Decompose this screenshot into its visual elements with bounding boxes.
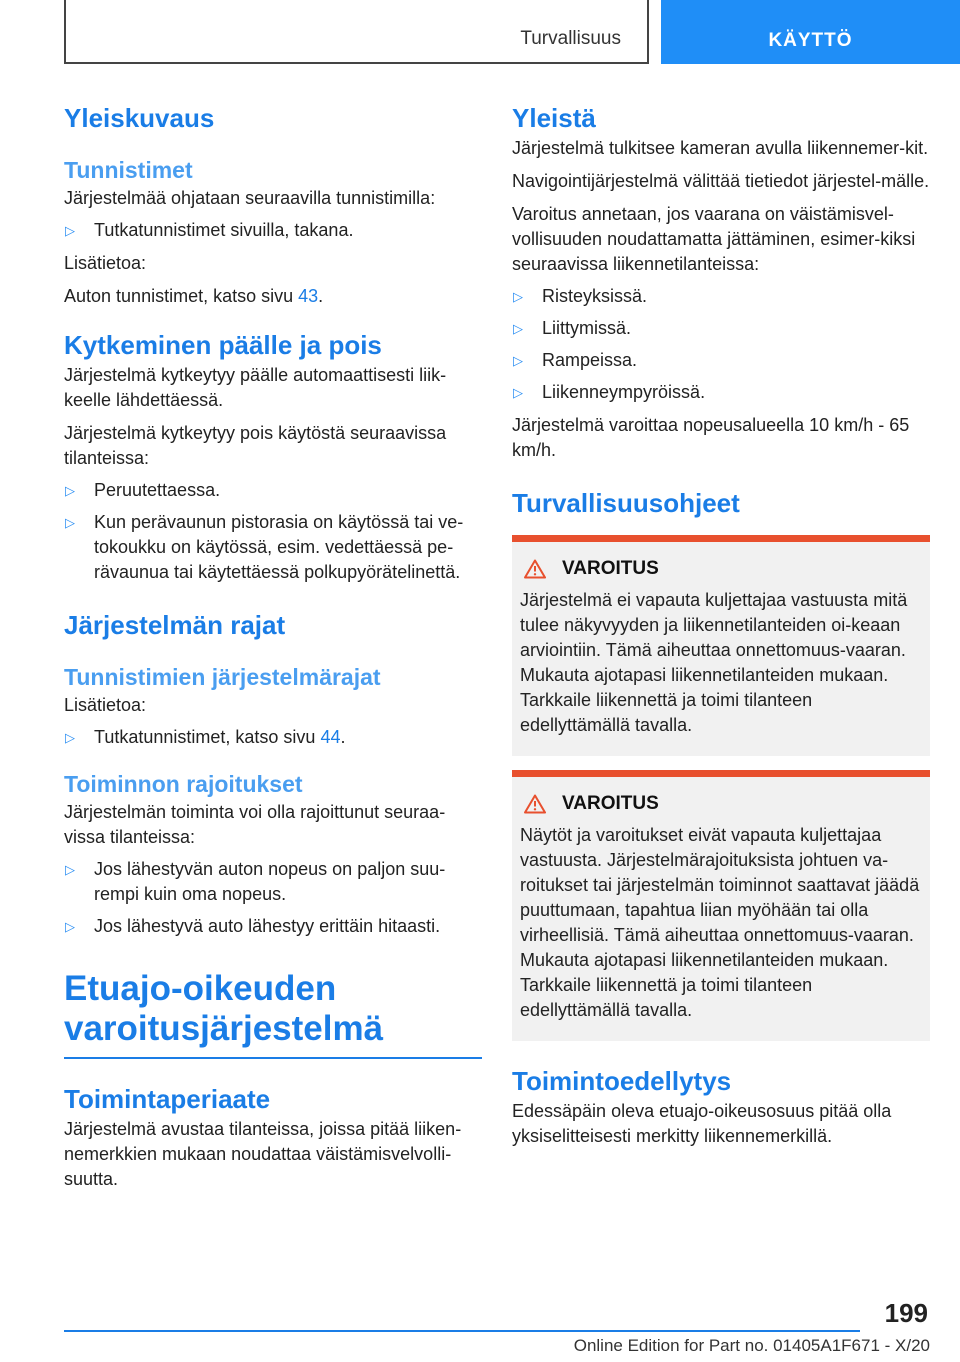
paragraph-lisatietoa-2: Lisätietoa: bbox=[64, 695, 147, 715]
list-item-text: Rampeissa. bbox=[542, 350, 638, 370]
list-item-text: Jos lähestyvä auto lähestyy erittäin hitaasti. bbox=[94, 916, 441, 936]
list-item-text: Liikenneympyröissä. bbox=[542, 382, 706, 402]
reference-end: . bbox=[318, 286, 324, 306]
paragraph-kytkeytyy-paalle: Järjestelmä kytkeytyy päälle automaattisesti liik-keelle lähdettäessä. bbox=[64, 365, 447, 410]
reference-text: Tutkatunnistimet, katso sivu bbox=[94, 727, 321, 747]
paragraph-navigointi: Navigointijärjestelmä välittää tietiedot järjestel-mälle. bbox=[512, 171, 930, 191]
bullet-triangle-icon: ▷ bbox=[513, 289, 523, 304]
paragraph-nopeusalue: Järjestelmä varoittaa nopeusalueella 10 km/h - 65 km/h. bbox=[512, 415, 910, 460]
paragraph-edessa: Edessäpäin oleva etuajo-oikeusosuus pitää olla yksiselitteisesti merkitty liikennemerkillä. bbox=[512, 1101, 892, 1146]
warning-title-text: VAROITUS bbox=[562, 793, 659, 814]
list-item-text: Jos lähestyvän auton nopeus on paljon suu-rempi kuin oma nopeus. bbox=[94, 859, 446, 904]
chapter-title bbox=[64, 969, 482, 1059]
heading-kytkeminen: Kytkeminen päälle ja pois bbox=[64, 330, 382, 360]
heading-toimintoedellytys: Toimintoedellytys bbox=[512, 1066, 732, 1096]
heading-toimintaperiaate: Toimintaperiaate bbox=[64, 1084, 271, 1114]
header-chapter-tab bbox=[661, 0, 960, 64]
warning-triangle-icon bbox=[524, 794, 546, 814]
heading-tunnistimien-rajat: Tunnistimien järjestelmärajat bbox=[64, 664, 381, 690]
list-item bbox=[512, 284, 930, 309]
header-box bbox=[64, 0, 649, 64]
bullet-triangle-icon: ▷ bbox=[513, 321, 523, 336]
warning-title-text: VAROITUS bbox=[562, 558, 659, 579]
heading-yleista: Yleistä bbox=[512, 103, 596, 133]
heading-toiminnon-rajoitukset: Toiminnon rajoitukset bbox=[64, 771, 303, 797]
page-link-44[interactable]: 44 bbox=[320, 727, 341, 747]
heading-turvallisuusohjeet: Turvallisuusohjeet bbox=[512, 488, 740, 518]
warning-box-1 bbox=[512, 535, 930, 756]
heading-yleiskuvaus: Yleiskuvaus bbox=[64, 103, 215, 133]
bullet-triangle-icon: ▷ bbox=[65, 223, 75, 238]
heading-jarjestelman-rajat: Järjestelmän rajat bbox=[64, 610, 286, 640]
list-item bbox=[512, 316, 930, 341]
list-item-text bbox=[94, 725, 482, 750]
list-item-text: Liittymissä. bbox=[542, 318, 632, 338]
bullet-triangle-icon: ▷ bbox=[65, 515, 75, 530]
chapter-title-line-1: Etuajo-oikeuden bbox=[64, 969, 337, 1008]
warning-title bbox=[520, 556, 922, 582]
warning-triangle-icon bbox=[524, 559, 546, 579]
reference-end: . bbox=[340, 727, 346, 747]
paragraph-lisatietoa: Lisätietoa: bbox=[64, 253, 147, 273]
header-chapter-label: KÄYTTÖ bbox=[768, 30, 853, 51]
warning-box-2 bbox=[512, 770, 930, 1041]
warning-text: Näytöt ja varoitukset eivät vapauta kuljettajaa vastuusta. Järjestelmärajoituksista johtuen va-roitukset tai järjestelmän toiminnot saattavat jäädä puuttumaan, tapahtua liian myöhään tai olla virheellisiä. Tämä aiheuttaa onnettomuus-vaaran. Mukauta ajotapasi liikennetilanteiden mukaan. Tarkkaile liikennettä ja toimi tilanteen edellyttämällä tavalla. bbox=[520, 825, 920, 1020]
bullet-triangle-icon: ▷ bbox=[65, 862, 75, 877]
warning-title bbox=[520, 791, 922, 817]
list-item bbox=[64, 914, 482, 939]
bullet-triangle-icon: ▷ bbox=[513, 385, 523, 400]
list-item bbox=[512, 380, 930, 405]
footer-edition: Online Edition for Part no. 01405A1F671 - X/20 bbox=[573, 1336, 930, 1355]
chapter-title-line-2: varoitusjärjestelmä bbox=[64, 1009, 384, 1048]
bullet-triangle-icon: ▷ bbox=[513, 353, 523, 368]
paragraph-ohjataan: Järjestelmää ohjataan seuraavilla tunnistimilla: bbox=[64, 188, 436, 208]
list-item bbox=[64, 725, 482, 750]
list-item-text: Risteyksissä. bbox=[542, 286, 648, 306]
paragraph-kamera: Järjestelmä tulkitsee kameran avulla liikennemer-kit. bbox=[512, 138, 929, 158]
list-item bbox=[64, 857, 482, 907]
paragraph-auton-tunnistimet bbox=[64, 284, 482, 309]
footer-rule bbox=[64, 1330, 860, 1332]
list-item bbox=[64, 218, 482, 243]
list-item-text: Peruutettaessa. bbox=[94, 480, 221, 500]
bullet-triangle-icon: ▷ bbox=[65, 919, 75, 934]
list-item bbox=[64, 510, 482, 585]
paragraph-kytkeytyy-pois: Järjestelmä kytkeytyy pois käytöstä seuraavissa tilanteissa: bbox=[64, 423, 447, 468]
warning-text: Järjestelmä ei vapauta kuljettajaa vastuusta mitä tulee näkyvyyden ja liikennetilanteiden oi-keaan arviointiin. Tämä aiheuttaa onnettomuus-vaaran. Mukauta ajotapasi liikennetilanteiden mukaan. Tarkkaile liikennettä ja toimi tilanteen edellyttämällä tavalla. bbox=[520, 590, 908, 735]
header-section-title: Turvallisuus bbox=[520, 28, 621, 49]
list-item-text: Tutkatunnistimet sivuilla, takana. bbox=[94, 220, 354, 240]
list-item bbox=[64, 478, 482, 503]
paragraph-toiminta: Järjestelmän toiminta voi olla rajoittunut seuraa-vissa tilanteissa: bbox=[64, 802, 446, 847]
list-item-text: Kun perävaunun pistorasia on käytössä tai ve-tokoukku on käytössä, esim. vedettäessä pe-rävaunua tai käytettäessä polkupyörätelinettä. bbox=[94, 512, 464, 582]
right-column bbox=[512, 100, 930, 1149]
page-link-43[interactable]: 43 bbox=[298, 286, 319, 306]
bullet-triangle-icon: ▷ bbox=[65, 483, 75, 498]
paragraph-varoitus: Varoitus annetaan, jos vaarana on väistämisvel-vollisuuden noudattamatta jättäminen, esimer-kiksi seuraavissa liikennetilanteissa: bbox=[512, 204, 916, 274]
heading-tunnistimet: Tunnistimet bbox=[64, 157, 193, 183]
bullet-triangle-icon: ▷ bbox=[65, 730, 75, 745]
paragraph-avustaa: Järjestelmä avustaa tilanteissa, joissa pitää liiken-nemerkkien mukaan noudattaa väistämisvelvolli-suutta. bbox=[64, 1119, 462, 1189]
reference-text: Auton tunnistimet, katso sivu bbox=[64, 286, 299, 306]
list-item bbox=[512, 348, 930, 373]
page-number: 199 bbox=[884, 1298, 928, 1328]
left-column bbox=[64, 100, 482, 1192]
